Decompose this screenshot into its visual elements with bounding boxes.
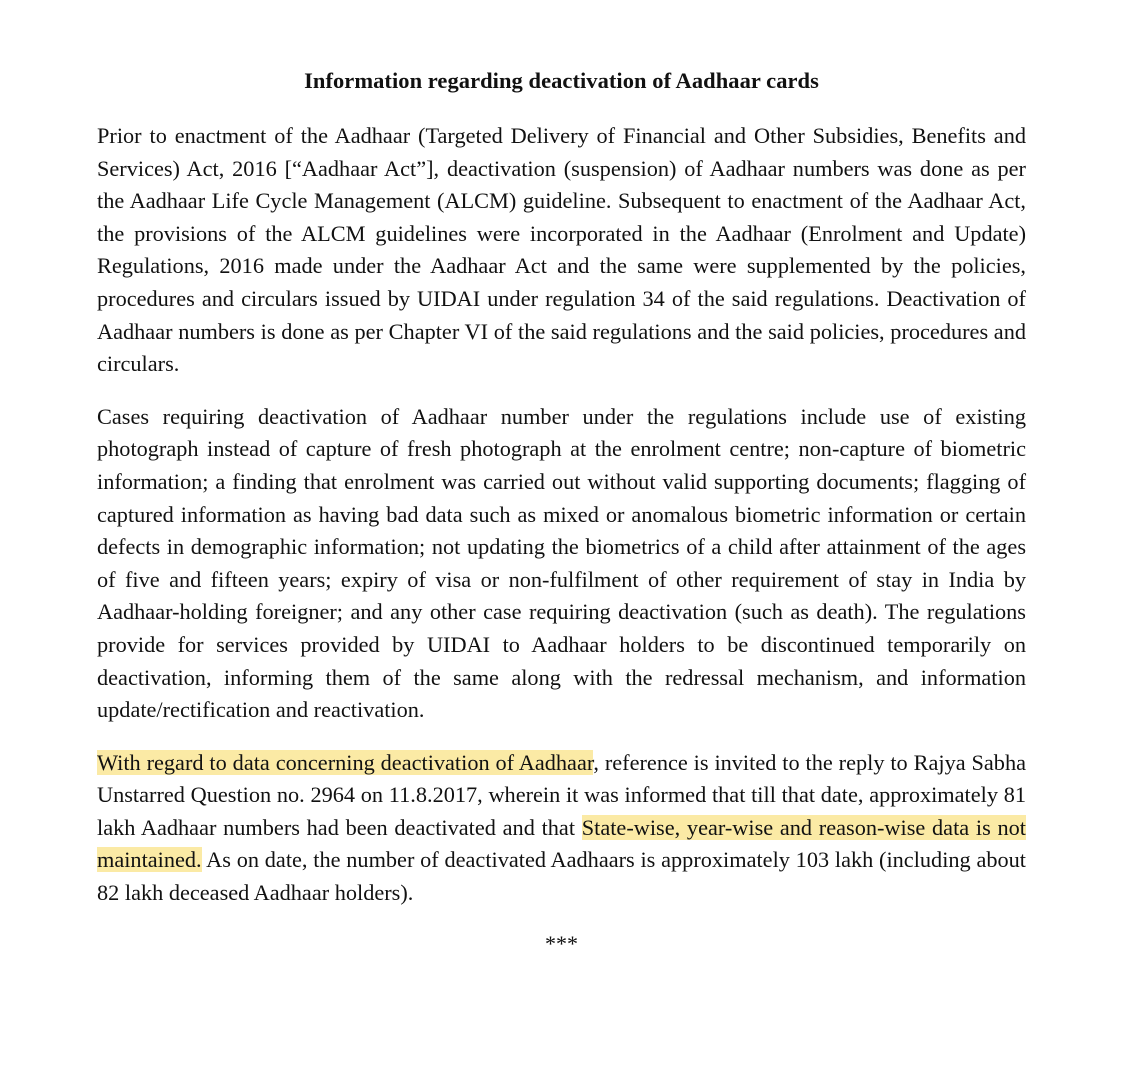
paragraph-prior-enactment: Prior to enactment of the Aadhaar (Targeted Delivery of Financial and Other Subsidies, Benefits and Services) Act, 2016 [“Aadhaar Act”], deactivation (suspension) of Aadhaar numbers was done as per the Aadhaar Life Cycle Management (ALCM) guideline. Subsequent to enactment of the Aadhaar Act, the provisions of the ALCM guidelines were incorporated in the Aadhaar (Enrolment and Update) Regulations, 2016 made under the Aadhaar Act and the same were supplemented by the policies, procedures and circulars issued by UIDAI under regulation 34 of the said regulations. Deactivation of Aadhaar numbers is done as per Chapter VI of the said regulations and the said policies, procedures and circulars. [97,123,1026,377]
document-title: Information regarding deactivation of Aadhaar cards [304,68,819,93]
paragraph-deactivation-data [97,747,1026,910]
end-marker: *** [545,930,578,956]
paragraph-text-segment: As on date, the number of deactivated Aadhaars is approximately 103 lakh (including about 82 lakh deceased Aadhaar holders). [97,847,1026,906]
highlighted-text-data-regard: With regard to data concerning deactivation of Aadhaar [97,749,594,775]
document-page [97,64,1026,959]
paragraph-deactivation-cases: Cases requiring deactivation of Aadhaar number under the regulations include use of existing photograph instead of capture of fresh photograph at the enrolment centre; non-capture of biometric information; a finding that enrolment was carried out without valid supporting documents; flagging of captured information as having bad data such as mixed or anomalous biometric information or certain defects in demographic information; not updating the biometrics of a child after attainment of the ages of five and fifteen years; expiry of visa or non-fulfilment of other requirement of stay in India by Aadhaar-holding foreigner; and any other case requiring deactivation (such as death). The regulations provide for services provided by UIDAI to Aadhaar holders to be discontinued temporarily on deactivation, informing them of the same along with the redressal mechanism, and information update/rectification and reactivation. [97,403,1026,723]
paragraph-text-segment: , reference is invited to the reply to Rajya Sabha Unstarred Question no. 2964 on 11.8.2017, wherein it was informed that till that date, approximately 81 lakh Aadhaar numbers had been deactivated and that [97,749,1027,840]
highlighted-text-data-not-maintained: State-wise, year-wise and reason-wise data is not maintained. [97,814,1026,873]
